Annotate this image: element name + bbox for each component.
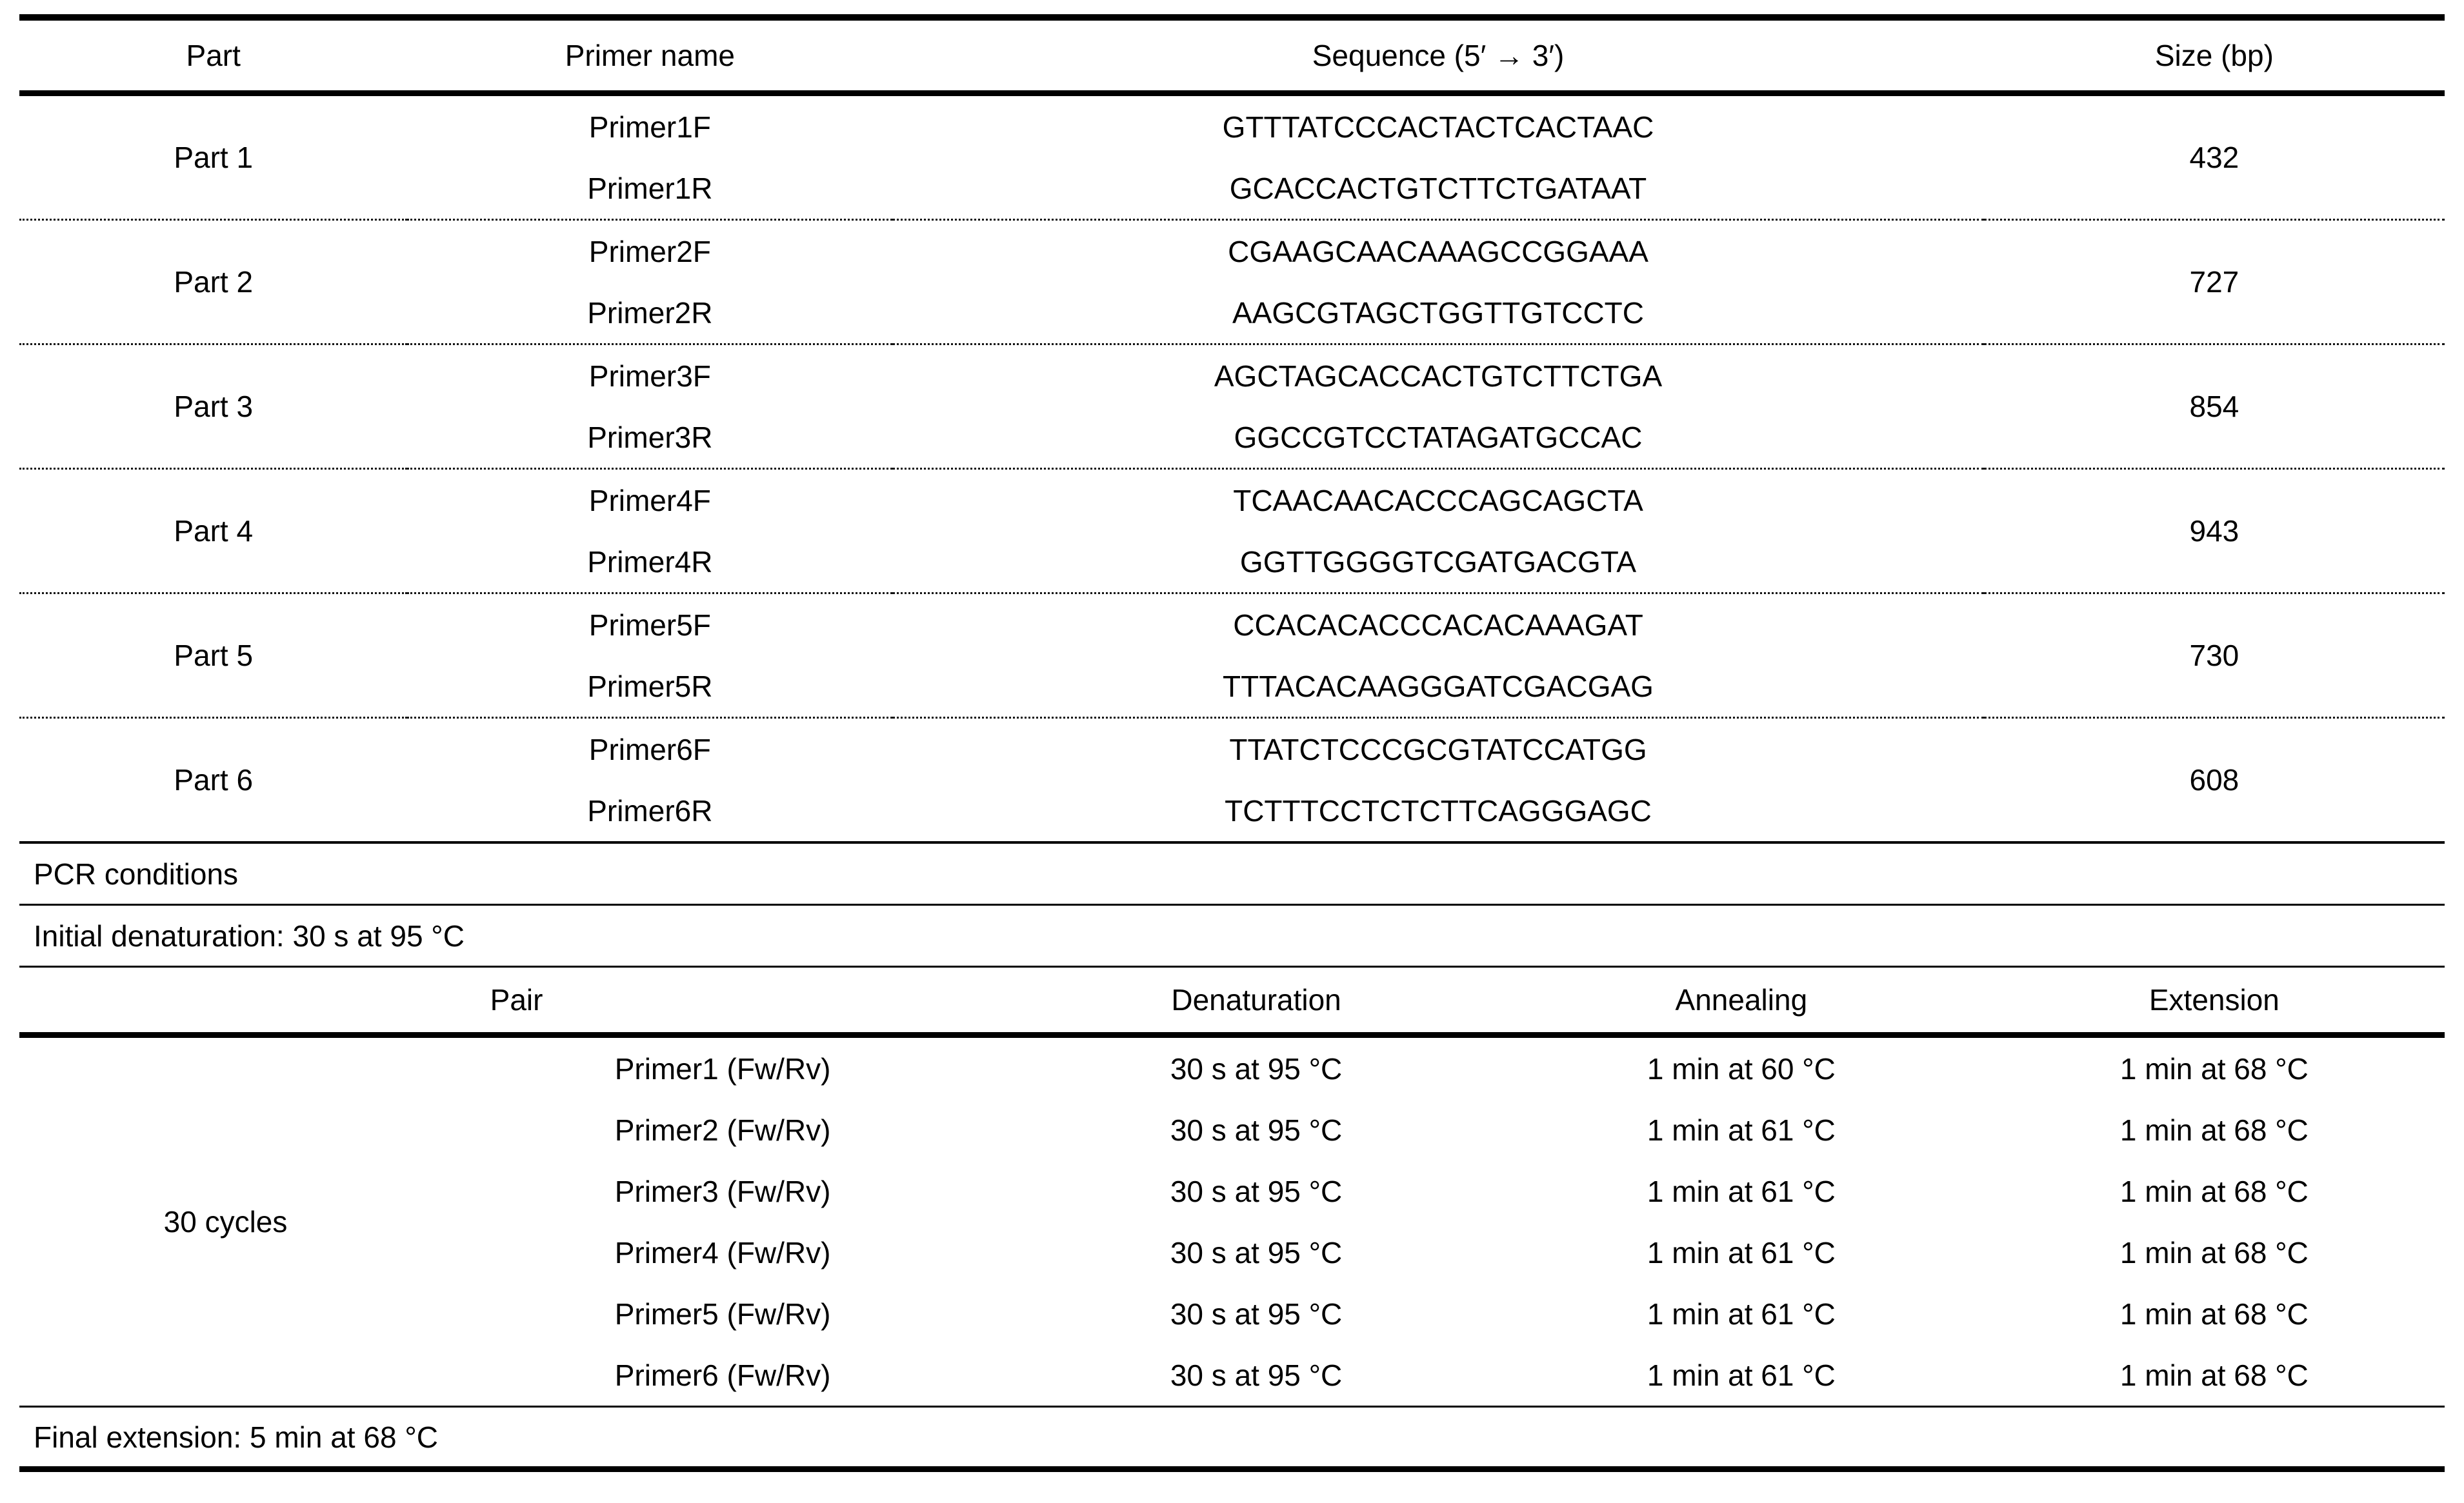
size-cell: 854 bbox=[2189, 390, 2239, 423]
primer-name-cell: Primer1F bbox=[588, 110, 711, 144]
sequence-cell: GCACCACTGTCTTCTGATAAT bbox=[1229, 171, 1647, 205]
annealing-cell: 1 min at 61 °C bbox=[1647, 1235, 1836, 1269]
col-header-denaturation: Denaturation bbox=[1171, 983, 1341, 1017]
col-header-extension: Extension bbox=[2148, 983, 2279, 1017]
denaturation-cell: 30 s at 95 °C bbox=[1170, 1174, 1343, 1208]
primer-name-cell: Primer2F bbox=[588, 234, 711, 268]
cycling-table-header bbox=[19, 968, 2445, 1035]
cycling-header-row bbox=[19, 968, 2445, 1035]
extension-cell: 1 min at 68 °C bbox=[2119, 1113, 2309, 1147]
denaturation-cell: 30 s at 95 °C bbox=[1170, 1358, 1343, 1392]
table-row bbox=[19, 593, 2445, 656]
sequence-cell: TTTACACAAGGGATCGACGAG bbox=[1223, 669, 1654, 703]
part-cell: Part 1 bbox=[174, 141, 254, 174]
cycling-table-body bbox=[19, 1035, 2445, 1407]
annealing-cell: 1 min at 61 °C bbox=[1647, 1113, 1836, 1147]
sequence-cell: TTATCTCCCGCGTATCCATGG bbox=[1229, 732, 1647, 766]
extension-cell: 1 min at 68 °C bbox=[2119, 1051, 2309, 1086]
primer-name-cell: Primer6F bbox=[588, 732, 711, 766]
primer-name-cell: Primer1R bbox=[587, 171, 713, 205]
primer-header-row bbox=[19, 17, 2445, 94]
pcr-conditions-label: PCR conditions bbox=[19, 844, 2445, 906]
col-header-pair: Pair bbox=[490, 983, 543, 1017]
pair-cell: Primer6 (Fw/Rv) bbox=[614, 1358, 831, 1392]
primer-group-1 bbox=[19, 94, 2445, 220]
primer-name-cell: Primer2R bbox=[587, 295, 713, 330]
col-header-sequence: Sequence (5′ → 3′) bbox=[1312, 39, 1565, 72]
primer-table bbox=[19, 14, 2445, 844]
primer-name-cell: Primer4F bbox=[588, 483, 711, 517]
extension-cell: 1 min at 68 °C bbox=[2119, 1358, 2309, 1392]
table-row bbox=[19, 94, 2445, 158]
table-row bbox=[19, 1035, 2445, 1100]
table-row bbox=[19, 220, 2445, 283]
sequence-cell: TCAACAACACCCAGCAGCTA bbox=[1233, 483, 1643, 517]
sequence-cell: CGAAGCAACAAAGCCGGAAA bbox=[1228, 234, 1648, 268]
cycling-conditions-table bbox=[19, 968, 2445, 1408]
extension-cell: 1 min at 68 °C bbox=[2119, 1174, 2309, 1208]
sequence-cell: GTTTATCCCACTACTCACTAAC bbox=[1222, 110, 1654, 144]
annealing-cell: 1 min at 61 °C bbox=[1647, 1297, 1836, 1331]
size-cell: 432 bbox=[2189, 141, 2239, 174]
part-cell: Part 2 bbox=[174, 265, 254, 299]
primer-name-cell: Primer3F bbox=[588, 359, 711, 393]
sequence-cell: GGTTGGGGTCGATGACGTA bbox=[1239, 544, 1637, 579]
denaturation-cell: 30 s at 95 °C bbox=[1170, 1051, 1343, 1086]
annealing-cell: 1 min at 61 °C bbox=[1647, 1358, 1836, 1392]
size-cell: 730 bbox=[2189, 639, 2239, 672]
sequence-cell: CCACACACCCACACAAAGAT bbox=[1233, 608, 1643, 642]
sequence-cell: GGCCGTCCTATAGATGCCAC bbox=[1234, 420, 1643, 454]
primer-name-cell: Primer5F bbox=[588, 608, 711, 642]
pair-cell: Primer5 (Fw/Rv) bbox=[614, 1297, 831, 1331]
cycles-cell: 30 cycles bbox=[163, 1205, 288, 1239]
pair-cell: Primer1 (Fw/Rv) bbox=[614, 1051, 831, 1086]
sequence-cell: AAGCGTAGCTGGTTGTCCTC bbox=[1232, 295, 1645, 330]
size-cell: 608 bbox=[2189, 763, 2239, 797]
primer-group-4 bbox=[19, 469, 2445, 593]
pair-cell: Primer3 (Fw/Rv) bbox=[614, 1174, 831, 1208]
part-cell: Part 6 bbox=[174, 763, 254, 797]
annealing-cell: 1 min at 61 °C bbox=[1647, 1174, 1836, 1208]
sequence-cell: AGCTAGCACCACTGTCTTCTGA bbox=[1214, 359, 1663, 393]
denaturation-cell: 30 s at 95 °C bbox=[1170, 1113, 1343, 1147]
initial-denaturation-row: Initial denaturation: 30 s at 95 °C bbox=[19, 906, 2445, 968]
size-cell: 727 bbox=[2189, 265, 2239, 299]
col-header-primer-name: Primer name bbox=[565, 39, 735, 72]
pair-cell: Primer4 (Fw/Rv) bbox=[614, 1235, 831, 1269]
annealing-cell: 1 min at 60 °C bbox=[1647, 1051, 1836, 1086]
denaturation-cell: 30 s at 95 °C bbox=[1170, 1235, 1343, 1269]
table-row bbox=[19, 718, 2445, 781]
size-cell: 943 bbox=[2189, 514, 2239, 548]
primer-name-cell: Primer6R bbox=[587, 793, 713, 828]
extension-cell: 1 min at 68 °C bbox=[2119, 1297, 2309, 1331]
col-header-part: Part bbox=[186, 39, 241, 72]
part-cell: Part 3 bbox=[174, 390, 254, 423]
col-header-size: Size (bp) bbox=[2154, 39, 2274, 72]
pair-cell: Primer2 (Fw/Rv) bbox=[614, 1113, 831, 1147]
final-extension-row: Final extension: 5 min at 68 °C bbox=[19, 1408, 2445, 1472]
sequence-cell: TCTTTCCTCTCTTCAGGGAGC bbox=[1225, 793, 1652, 828]
primer-group-2 bbox=[19, 220, 2445, 344]
primer-group-5 bbox=[19, 593, 2445, 718]
part-cell: Part 4 bbox=[174, 514, 254, 548]
extension-cell: 1 min at 68 °C bbox=[2119, 1235, 2309, 1269]
table-row bbox=[19, 469, 2445, 532]
primer-name-cell: Primer4R bbox=[587, 544, 713, 579]
primer-name-cell: Primer5R bbox=[587, 669, 713, 703]
primer-name-cell: Primer3R bbox=[587, 420, 713, 454]
col-header-annealing: Annealing bbox=[1675, 983, 1808, 1017]
part-cell: Part 5 bbox=[174, 639, 254, 672]
primer-group-3 bbox=[19, 344, 2445, 469]
table-row bbox=[19, 344, 2445, 407]
primer-table-header bbox=[19, 17, 2445, 94]
denaturation-cell: 30 s at 95 °C bbox=[1170, 1297, 1343, 1331]
primer-group-6 bbox=[19, 718, 2445, 843]
